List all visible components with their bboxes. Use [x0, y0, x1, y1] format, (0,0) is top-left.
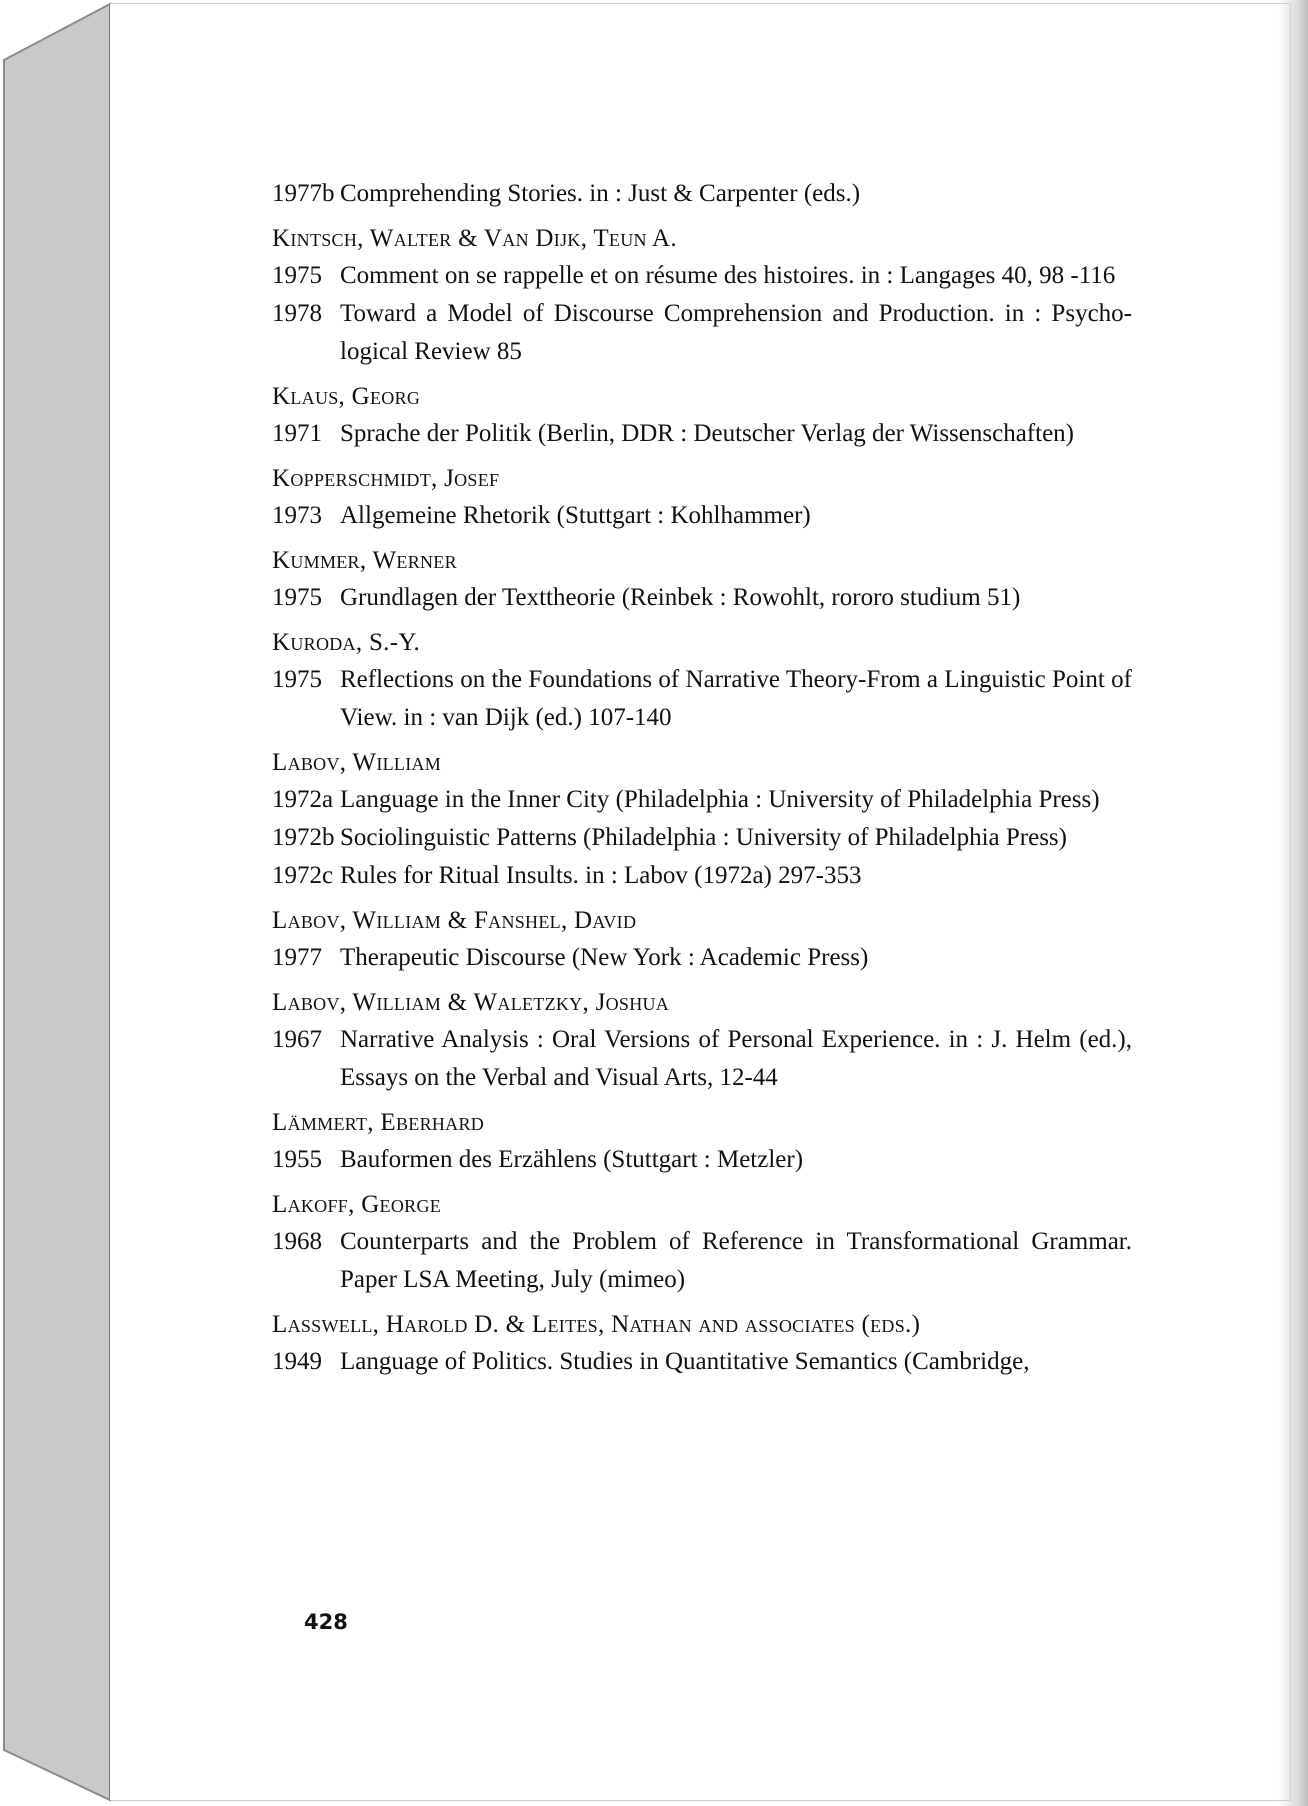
work-text: Toward a Model of Discourse Comprehension and Production. in : Psycho-logical Review 85 — [340, 300, 1132, 365]
work-year: 1972c — [272, 862, 334, 889]
work-item — [272, 257, 1132, 295]
page-edge-shadow — [1278, 0, 1308, 1806]
work-text: Sprache der Politik (Berlin, DDR : Deutscher Verlag der Wissenschaften) — [340, 420, 1074, 447]
work-text: Comprehending Stories. in : Just & Carpenter (eds.) — [340, 180, 861, 207]
work-year: 1977 — [272, 944, 322, 971]
work-text: Counterparts and the Problem of Reference in Transformational Grammar. Paper LSA Meeting, July (mimeo) — [340, 1228, 1132, 1293]
work-item — [272, 415, 1132, 453]
author-name: Lasswell, Harold D. & Leites, Nathan and associates (eds.) — [272, 1311, 921, 1338]
bibliography-entry — [272, 625, 1132, 737]
author-name: Labov, William & Fanshel, David — [272, 907, 637, 934]
work-item — [272, 1141, 1132, 1179]
work-year: 1977b — [272, 180, 335, 207]
work-item — [272, 1021, 1132, 1097]
work-item — [272, 175, 1132, 213]
work-text: Sociolinguistic Patterns (Philadelphia : University of Philadelphia Press) — [340, 824, 1067, 851]
author-name: Labov, William — [272, 749, 442, 776]
bibliography-entry — [272, 903, 1132, 977]
page-number: 428 — [304, 1610, 348, 1634]
work-item — [272, 939, 1132, 977]
work-item — [272, 497, 1132, 535]
work-text: Narrative Analysis : Oral Versions of Personal Experience. in : J. Helm (ed.), Essays on the Verbal and Visual Arts, 12-44 — [340, 1026, 1132, 1091]
bibliography-entry — [272, 175, 1132, 213]
bibliography-entry — [272, 1187, 1132, 1299]
bibliography-entry — [272, 745, 1132, 895]
bibliography-entry — [272, 461, 1132, 535]
bibliography-entry — [272, 543, 1132, 617]
work-item — [272, 1343, 1132, 1381]
work-item — [272, 579, 1132, 617]
work-year: 1973 — [272, 502, 322, 529]
work-year: 1949 — [272, 1348, 322, 1375]
work-year: 1975 — [272, 262, 322, 289]
work-item — [272, 1223, 1132, 1299]
work-year: 1971 — [272, 420, 322, 447]
bibliography-entry — [272, 379, 1132, 453]
work-year: 1968 — [272, 1228, 322, 1255]
work-text: Language in the Inner City (Philadelphia : University of Philadelphia Press) — [340, 786, 1100, 813]
author-name: Lämmert, Eberhard — [272, 1109, 485, 1136]
work-text: Language of Politics. Studies in Quantitative Semantics (Cambridge, — [340, 1348, 1030, 1375]
bibliography-entry — [272, 1307, 1132, 1381]
work-year: 1978 — [272, 300, 322, 327]
work-year: 1972a — [272, 786, 334, 813]
author-name: Kuroda, S.-Y. — [272, 629, 421, 656]
work-year: 1975 — [272, 666, 322, 693]
work-item — [272, 819, 1132, 857]
work-item — [272, 661, 1132, 737]
work-item — [272, 295, 1132, 371]
work-text: Rules for Ritual Insults. in : Labov (1972a) 297-353 — [340, 862, 862, 889]
author-name: Kummer, Werner — [272, 547, 457, 574]
bibliography-list — [272, 175, 1132, 1389]
author-name: Kintsch, Walter & Van Dijk, Teun A. — [272, 225, 677, 252]
author-name: Klaus, Georg — [272, 383, 421, 410]
work-year: 1967 — [272, 1026, 322, 1053]
work-text: Allgemeine Rhetorik (Stuttgart : Kohlhammer) — [340, 502, 811, 529]
work-year: 1955 — [272, 1146, 322, 1173]
author-name: Lakoff, George — [272, 1191, 442, 1218]
work-item — [272, 781, 1132, 819]
work-text: Bauformen des Erzählens (Stuttgart : Metzler) — [340, 1146, 804, 1173]
work-text: Comment on se rappelle et on résume des histoires. in : Langages 40, 98 -116 — [340, 262, 1116, 289]
work-text: Grundlagen der Texttheorie (Reinbek : Rowohlt, rororo studium 51) — [340, 584, 1021, 611]
work-text: Reflections on the Foundations of Narrative Theory-From a Linguistic Point of View. in : van Dijk (ed.) 107-140 — [340, 666, 1132, 731]
bibliography-entry — [272, 221, 1132, 371]
work-year: 1972b — [272, 824, 335, 851]
work-year: 1975 — [272, 584, 322, 611]
author-name: Kopperschmidt, Josef — [272, 465, 500, 492]
bibliography-entry — [272, 985, 1132, 1097]
author-name: Labov, William & Waletzky, Joshua — [272, 989, 670, 1016]
work-item — [272, 857, 1132, 895]
work-text: Therapeutic Discourse (New York : Academic Press) — [340, 944, 869, 971]
bibliography-entry — [272, 1105, 1132, 1179]
